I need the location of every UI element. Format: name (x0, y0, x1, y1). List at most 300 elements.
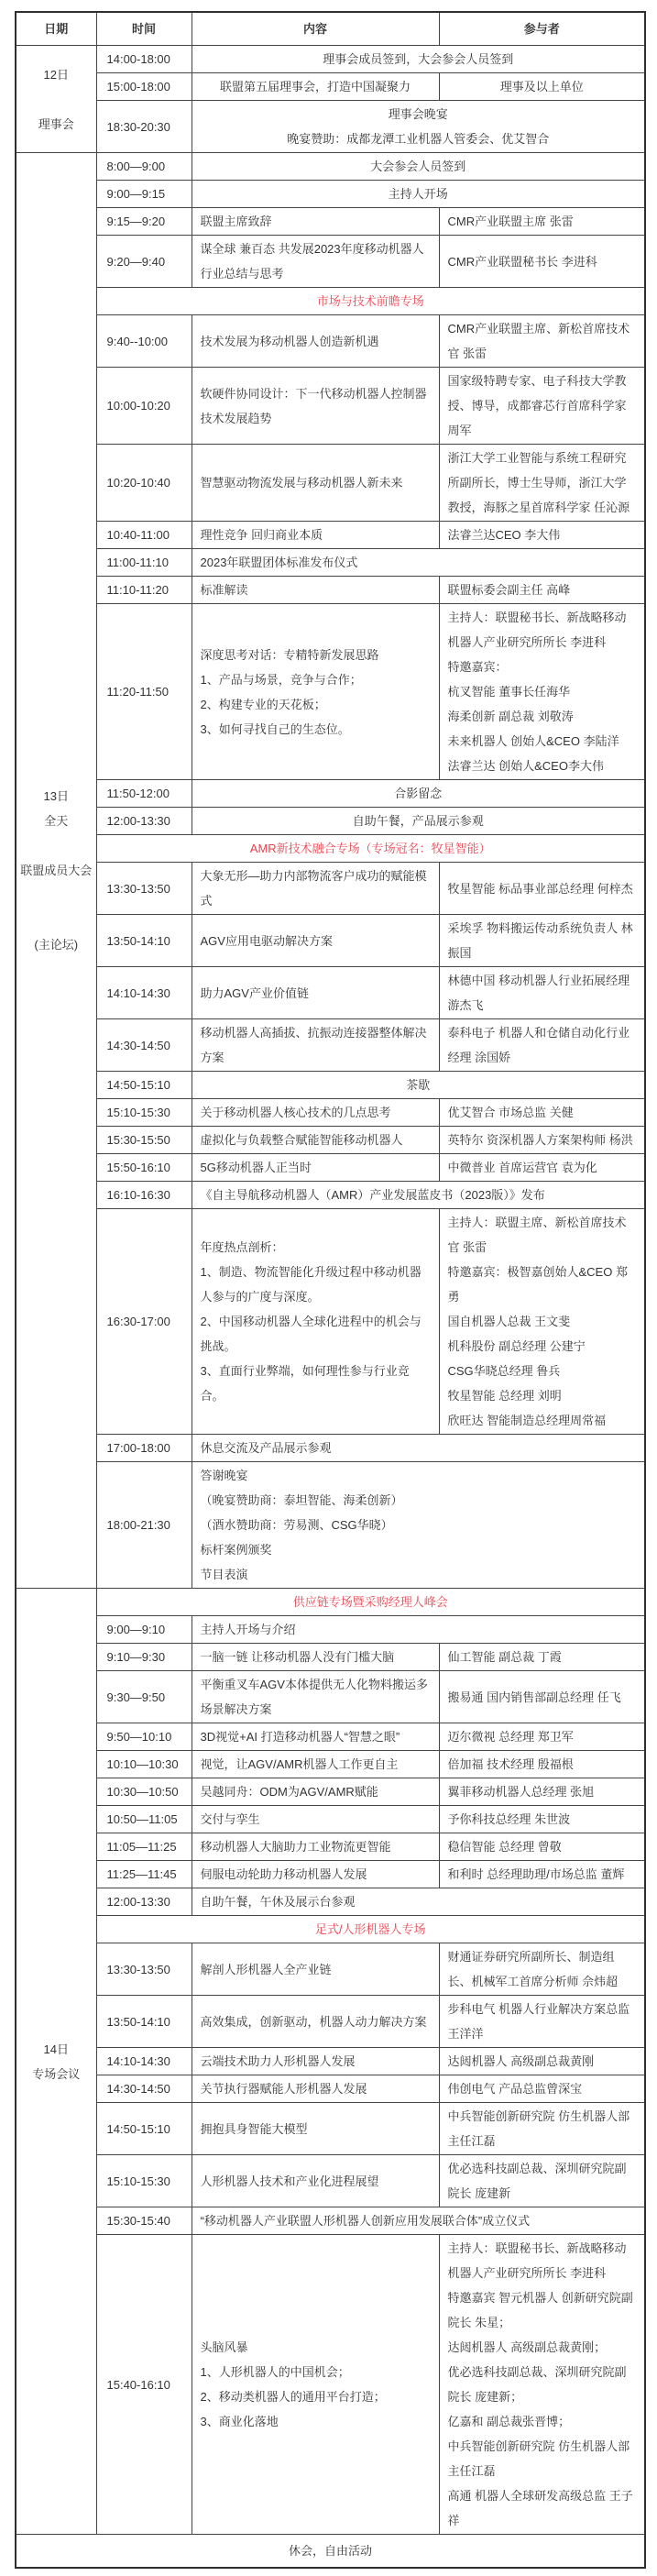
content-cell (192, 1833, 439, 1861)
time-cell: 14:30-14:50 (96, 1019, 192, 1072)
text-line: 理性竞争 回归商业本质 (200, 528, 323, 542)
text-line: 达闼机器人 高级副总裁黄刚 (447, 2054, 595, 2068)
text-line: 3、直面行业弊端，如何理性参与行业竞合。 (200, 1364, 410, 1403)
table-row (16, 1435, 645, 1462)
text-line: 伟创电气 产品总监曾深宝 (447, 2082, 583, 2096)
table-row (16, 549, 645, 577)
text-line: 智慧驱动物流发展与移动机器人新未来 (200, 476, 403, 490)
participants-cell (439, 368, 645, 445)
text-line: 倍加福 技术经理 殷福根 (447, 1757, 574, 1771)
text-line: 机科股份 副总经理 公建宁 (447, 1339, 586, 1353)
text-line: “移动机器人产业联盟人形机器人创新应用发展联合体”成立仪式 (200, 2214, 531, 2228)
participants-cell (439, 1833, 645, 1861)
text-line: 一脑一链 让移动机器人没有门槛大脑 (200, 1650, 395, 1664)
table-row (16, 1019, 645, 1072)
participants-cell (439, 315, 645, 368)
text-line: 大会参会人员签到 (370, 160, 466, 173)
table-row (16, 2155, 645, 2207)
participants-cell (439, 1996, 645, 2048)
table-row (16, 1072, 645, 1099)
content-cell (192, 315, 439, 368)
table-row (16, 1616, 645, 1644)
text-line: 主持人开场 (388, 187, 448, 201)
table-row (16, 1861, 645, 1888)
table-row (16, 1099, 645, 1127)
text-line: 迈尔微视 总经理 郑卫军 (447, 1730, 574, 1744)
participants-cell (439, 1154, 645, 1182)
time-cell: 14:10-14:30 (96, 967, 192, 1019)
participants-cell (439, 2155, 645, 2207)
table-row (16, 967, 645, 1019)
participants-cell (439, 1644, 645, 1671)
content-cell (192, 2103, 439, 2155)
content-cell (192, 1435, 645, 1462)
text-line: 人形机器人技术和产业化进程展望 (200, 2174, 379, 2188)
text-line: 优必选科技副总裁、深圳研究院副院长 庞建新； (447, 2365, 627, 2404)
content-cell (192, 1616, 645, 1644)
time-cell: 10:30—10:50 (96, 1778, 192, 1806)
text-line: 12日 (43, 67, 69, 82)
text-line: 13日 (43, 789, 69, 803)
text-line: 主持人：联盟主席、新松首席技术官 张雷 (447, 1216, 627, 1254)
text-line: 3、商业化落地 (200, 2415, 279, 2428)
participants-cell (439, 1127, 645, 1154)
time-cell: 15:40-16:10 (96, 2235, 192, 2535)
time-cell: 14:00-18:00 (96, 46, 192, 73)
content-cell (192, 1209, 439, 1435)
table-row (16, 1806, 645, 1833)
time-cell: 13:50-14:10 (96, 915, 192, 967)
content-cell (192, 208, 439, 236)
time-cell: 11:25—11:45 (96, 1861, 192, 1888)
time-cell: 9:50—10:10 (96, 1723, 192, 1751)
table-row (16, 208, 645, 236)
table-row (16, 522, 645, 549)
date-cell (16, 153, 96, 1589)
time-cell: 15:10-15:30 (96, 2155, 192, 2207)
text-line: 标杆案例颁奖 (200, 1543, 272, 1557)
text-line: 交付与孪生 (200, 1812, 260, 1826)
text-line: CMR产业联盟主席 张雷 (447, 215, 574, 228)
text-line: 合影留念 (394, 787, 443, 800)
text-line: 联盟成员大会 (20, 864, 93, 877)
text-line: 关于移动机器人核心技术的几点思考 (200, 1106, 391, 1119)
content-cell (192, 549, 645, 577)
text-line: 2、中国移动机器人全球化进程中的机会与挑战。 (200, 1315, 422, 1353)
text-line (19, 833, 93, 858)
table-row (16, 2207, 645, 2235)
session-header-cell: 供应链专场暨采购经理人峰会 (96, 1589, 645, 1616)
text-line: 稳信智能 总经理 曾敬 (447, 1840, 562, 1854)
content-cell (192, 1943, 439, 1996)
text-line: 1、产品与场景，竞争与合作； (200, 672, 362, 687)
text-line: 茶歇 (406, 1078, 431, 1092)
text-line: 云端技术助力人形机器人发展 (200, 2054, 356, 2068)
time-cell: 9:15—9:20 (96, 208, 192, 236)
table-row (16, 808, 645, 835)
time-cell: 14:50-15:10 (96, 1072, 192, 1099)
text-line: 联盟主席致辞 (200, 215, 272, 228)
participants-cell (439, 445, 645, 522)
content-cell (192, 2075, 439, 2103)
table-row (16, 236, 645, 288)
text-line: 主持人：联盟秘书长、新战略移动机器人产业研究所所长 李进科 (447, 2241, 627, 2280)
table-row (16, 1943, 645, 1996)
footer-row (16, 2535, 645, 2569)
text-line (19, 908, 93, 932)
content-cell (192, 1751, 439, 1778)
text-line: 自助午餐，产品展示参观 (352, 814, 484, 828)
time-cell: 15:30-15:50 (96, 1127, 192, 1154)
text-line: 联盟标委会副主任 高峰 (447, 583, 571, 597)
text-line: 国家级特聘专家、电子科技大学教授、博导，成都睿芯行首席科学家 周军 (447, 374, 627, 437)
table-row (16, 445, 645, 522)
schedule-table (15, 11, 646, 2569)
time-cell: 9:20—9:40 (96, 236, 192, 288)
text-line: 理事及以上单位 (499, 80, 584, 94)
text-line: 视觉，让AGV/AMR机器人工作更自主 (200, 1757, 399, 1771)
date-cell (16, 1589, 96, 2535)
text-line: 标准解读 (200, 583, 248, 597)
content-cell (192, 1072, 645, 1099)
text-line: 高效集成，创新驱动，机器人动力解决方案 (200, 2014, 427, 2029)
participants-cell (439, 1723, 645, 1751)
content-cell (192, 967, 439, 1019)
text-line: （酒水赞助商：劳易测、CSG华晓） (200, 1518, 393, 1532)
session-header-cell: 市场与技术前瞻专场 (96, 288, 645, 315)
footer-cell: 休会，自由活动 (16, 2535, 645, 2569)
time-cell: 15:50-16:10 (96, 1154, 192, 1182)
text-line: 3D视觉+AI 打造移动机器人“智慧之眼” (200, 1730, 400, 1744)
text-line: 2023年联盟团体标准发布仪式 (200, 556, 358, 569)
time-cell: 14:10-14:30 (96, 2048, 192, 2075)
text-line: 1、人形机器人的中国机会； (200, 2365, 350, 2379)
table-row (16, 577, 645, 604)
participants-cell (439, 863, 645, 915)
content-cell (192, 236, 439, 288)
text-line: 英特尔 资深机器人方案架构师 杨洪 (447, 1133, 633, 1147)
content-cell (192, 1127, 439, 1154)
content-cell (192, 1723, 439, 1751)
table-row (16, 1182, 645, 1209)
table-row (16, 73, 645, 101)
text-line: 联盟第五届理事会，打造中国凝聚力 (219, 80, 411, 94)
text-line: 国自机器人总裁 王文斐 (447, 1315, 571, 1328)
content-cell (192, 1154, 439, 1182)
table-row (16, 1778, 645, 1806)
participants-cell (439, 1209, 645, 1435)
table-row (16, 1671, 645, 1723)
time-cell: 10:20-10:40 (96, 445, 192, 522)
date-cell (16, 46, 96, 153)
time-cell: 11:20-11:50 (96, 604, 192, 780)
text-line: 法睿兰达 创始人&CEO李大伟 (447, 759, 604, 773)
time-cell: 14:50-15:10 (96, 2103, 192, 2155)
text-line: 牧星智能 总经理 刘明 (447, 1389, 562, 1403)
participants-cell (439, 73, 645, 101)
table-row (16, 2075, 645, 2103)
content-cell (192, 808, 645, 835)
table-row (16, 46, 645, 73)
participants-cell (439, 1943, 645, 1996)
text-line: 3、如何寻找自己的生态位。 (200, 721, 350, 736)
table-row (16, 315, 645, 368)
time-cell: 10:10—10:30 (96, 1751, 192, 1778)
text-line: 高通 机器人全球研发高级总监 王子祥 (447, 2489, 633, 2527)
time-cell: 15:00-18:00 (96, 73, 192, 101)
content-cell (192, 101, 645, 153)
content-cell (192, 73, 439, 101)
content-cell (192, 1888, 645, 1916)
participants-cell (439, 604, 645, 780)
text-line: 《自主导航移动机器人（AMR）产业发展蓝皮书（2023版）》发布 (200, 1188, 545, 1202)
content-cell (192, 153, 645, 181)
content-cell (192, 1644, 439, 1671)
time-cell: 18:30-20:30 (96, 101, 192, 153)
text-line: 海柔创新 副总裁 刘敬涛 (447, 710, 574, 723)
table-row (16, 1996, 645, 2048)
table-row (16, 2103, 645, 2155)
time-cell: 9:30—9:50 (96, 1671, 192, 1723)
content-cell (192, 1019, 439, 1072)
table-row (16, 1209, 645, 1435)
text-line: 移动机器人大脑助力工业物流更智能 (200, 1840, 391, 1854)
content-cell (192, 445, 439, 522)
participants-cell (439, 2048, 645, 2075)
participants-cell (439, 577, 645, 604)
content-cell (192, 368, 439, 445)
text-line: （晚宴赞助商：泰坦智能、海柔创新） (200, 1493, 403, 1507)
text-line: CMR产业联盟主席、新松首席技术官 张雷 (447, 322, 630, 360)
text-line: 年度热点剖析： (200, 1240, 284, 1254)
time-cell: 11:00-11:10 (96, 549, 192, 577)
text-line: 1、制造、物流智能化升级过程中移动机器人参与的广度与深度。 (200, 1265, 422, 1304)
text-line: 答谢晚宴 (200, 1469, 248, 1482)
text-line: 未来机器人 创始人&CEO 李陆洋 (447, 734, 619, 748)
table-row (16, 181, 645, 208)
text-line: 中兵智能创新研究院 仿生机器人部主任江磊 (447, 2109, 630, 2148)
content-cell (192, 2048, 439, 2075)
session-header-cell: AMR新技术融合专场（专场冠名：牧星智能） (96, 835, 645, 863)
column-header-time: 时间 (96, 12, 192, 46)
time-cell: 9:10—9:30 (96, 1644, 192, 1671)
text-line: 特邀嘉宾：极智嘉创始人&CEO 郑勇 (447, 1265, 628, 1304)
text-line: 中兵智能创新研究院 仿生机器人部主任江磊 (447, 2439, 630, 2478)
time-cell: 17:00-18:00 (96, 1435, 192, 1462)
table-row (16, 368, 645, 445)
time-cell: 13:50-14:10 (96, 1996, 192, 2048)
text-line: 主持人开场与介绍 (200, 1623, 296, 1636)
text-line: 达闼机器人 高级副总裁黄刚； (447, 2340, 607, 2354)
text-line: 助力AGV产业价值链 (200, 985, 309, 1000)
content-cell (192, 522, 439, 549)
text-line: 理事会 (38, 116, 74, 131)
text-line: CSG华晓总经理 鲁兵 (447, 1364, 561, 1378)
text-line: 优艾智合 市场总监 关健 (447, 1106, 574, 1119)
text-line: 林德中国 移动机器人行业拓展经理 游杰飞 (447, 974, 630, 1012)
text-line: 中微普业 首席运营官 袁为化 (447, 1161, 597, 1174)
text-line: 14日 (43, 2042, 69, 2056)
participants-cell (439, 915, 645, 967)
text-line: CMR产业联盟秘书长 李进科 (447, 254, 597, 269)
text-line: 搬易通 国内销售部副总经理 任飞 (447, 1690, 621, 1704)
text-line: 优必选科技副总裁、深圳研究院副院长 庞建新 (447, 2162, 627, 2200)
content-cell (192, 604, 439, 780)
content-cell (192, 915, 439, 967)
table-row (16, 101, 645, 153)
text-line: 专场会议 (32, 2066, 81, 2081)
text-line: 5G移动机器人正当时 (200, 1161, 312, 1174)
table-row (16, 1644, 645, 1671)
text-line: 主持人：联盟秘书长、新战略移动机器人产业研究所所长 李进科 (447, 611, 627, 649)
content-cell (192, 2235, 439, 2535)
content-cell (192, 577, 439, 604)
text-line: 软硬件协同设计：下一代移动机器人控制器技术发展趋势 (200, 386, 427, 425)
text-line: 自助午餐，午休及展示台参观 (200, 1895, 356, 1909)
content-cell (192, 863, 439, 915)
section-header-row (16, 835, 645, 863)
time-cell: 9:40--10:00 (96, 315, 192, 368)
content-cell (192, 1099, 439, 1127)
time-cell: 10:50—11:05 (96, 1806, 192, 1833)
time-cell: 13:30-13:50 (96, 863, 192, 915)
participants-cell (439, 522, 645, 549)
time-cell: 11:05—11:25 (96, 1833, 192, 1861)
table-row (16, 1154, 645, 1182)
participants-cell (439, 1671, 645, 1723)
column-header-date: 日期 (16, 12, 96, 46)
text-line: 理事会成员签到，大会参会人员签到 (323, 52, 514, 66)
time-cell: 9:00—9:15 (96, 181, 192, 208)
participants-cell (439, 967, 645, 1019)
participants-cell (439, 2103, 645, 2155)
content-cell (192, 46, 645, 73)
text-line: 头脑风暴 (200, 2340, 248, 2354)
text-line: 欣旺达 智能制造总经理周常福 (447, 1414, 607, 1427)
time-cell: 8:00—9:00 (96, 153, 192, 181)
text-line: 浙江大学工业智能与系统工程研究所副所长，博士生导师，浙江大学教授，海豚之星首席科学家 任沁源 (447, 451, 630, 514)
text-line: 财通证券研究所副所长、制造组长、机械军工首席分析师 佘炜超 (447, 1950, 619, 1988)
text-line: 予你科技总经理 朱世波 (447, 1812, 571, 1826)
participants-cell (439, 2075, 645, 2103)
text-line: 仙工智能 副总裁 丁霞 (447, 1650, 562, 1664)
text-line: 谋全球 兼百态 共发展2023年度移动机器人行业总结与思考 (200, 242, 424, 281)
text-line: 和利时 总经理助理/市场总监 董辉 (447, 1867, 625, 1881)
table-body (16, 46, 645, 2535)
column-header-content: 内容 (192, 12, 439, 46)
time-cell: 10:40-11:00 (96, 522, 192, 549)
text-line: 晚宴赞助：成都龙潭工业机器人管委会、优艾智合 (287, 132, 550, 146)
table-row (16, 863, 645, 915)
content-cell (192, 1182, 645, 1209)
time-cell: 10:00-10:20 (96, 368, 192, 445)
text-line: 杭叉智能 董事长任海华 (447, 685, 571, 699)
text-line: 泰科电子 机器人和仓储自动化行业经理 涂国娇 (447, 1026, 630, 1064)
text-line: 2、构建专业的天花板； (200, 697, 326, 711)
time-cell: 15:30-15:40 (96, 2207, 192, 2235)
text-line: 牧星智能 标品事业部总经理 何梓杰 (447, 881, 633, 896)
section-header-row (16, 288, 645, 315)
text-line: 关节执行器赋能人形机器人发展 (200, 2082, 367, 2096)
text-line: 特邀嘉宾 智元机器人 创新研究院副院长 朱星； (447, 2291, 633, 2329)
table-row (16, 1462, 645, 1589)
content-cell (192, 1996, 439, 2048)
time-cell: 16:10-16:30 (96, 1182, 192, 1209)
participants-cell (439, 208, 645, 236)
content-cell (192, 780, 645, 808)
text-line: 2、移动类机器人的通用平台打造； (200, 2390, 386, 2404)
time-cell: 9:00—9:10 (96, 1616, 192, 1644)
text-line (19, 87, 93, 112)
text-line: 休息交流及产品展示参观 (200, 1441, 332, 1455)
participants-cell (439, 1019, 645, 1072)
time-cell: 15:10-15:30 (96, 1099, 192, 1127)
time-cell: 18:00-21:30 (96, 1462, 192, 1589)
text-line: 步科电气 机器人行业解决方案总监 王洋洋 (447, 2002, 630, 2041)
table-row (16, 1127, 645, 1154)
text-line: 特邀嘉宾： (447, 660, 508, 674)
content-cell (192, 1806, 439, 1833)
text-line: 节目表演 (200, 1568, 248, 1581)
text-line: 亿嘉和 副总裁张晋博； (447, 2415, 571, 2428)
text-line: 伺服电动轮助力移动机器人发展 (200, 1867, 367, 1881)
text-line: 采埃孚 物料搬运传动系统负责人 林振国 (447, 921, 633, 960)
time-cell: 11:10-11:20 (96, 577, 192, 604)
time-cell: 12:00-13:30 (96, 1888, 192, 1916)
participants-cell (439, 1861, 645, 1888)
text-line: 深度思考对话：专精特新发展思路 (200, 647, 379, 662)
content-cell (192, 1778, 439, 1806)
participants-cell (439, 2235, 645, 2535)
time-cell: 14:30-14:50 (96, 2075, 192, 2103)
table-header (16, 12, 645, 46)
time-cell: 11:50-12:00 (96, 780, 192, 808)
text-line: 吴越同舟：ODM为AGV/AMR赋能 (200, 1785, 378, 1799)
table-row (16, 915, 645, 967)
text-line: 虚拟化与负载整合赋能智能移动机器人 (200, 1133, 403, 1147)
participants-cell (439, 1099, 645, 1127)
time-cell: 16:30-17:00 (96, 1209, 192, 1435)
section-header-row (16, 1916, 645, 1943)
text-line: 平衡重叉车AGV本体提供无人化物料搬运多场景解决方案 (200, 1678, 428, 1716)
table-row (16, 604, 645, 780)
text-line: 翼菲移动机器人总经理 张旭 (447, 1785, 595, 1799)
table-row (16, 153, 645, 181)
content-cell (192, 2207, 645, 2235)
table-row (16, 780, 645, 808)
table-row (16, 2235, 645, 2535)
table-row (16, 1888, 645, 1916)
text-line: 拥抱具身智能大模型 (200, 2121, 308, 2136)
participants-cell (439, 1806, 645, 1833)
text-line: (主论坛) (34, 938, 79, 952)
table-row (16, 1751, 645, 1778)
time-cell: 13:30-13:50 (96, 1943, 192, 1996)
text-line: 全天 (44, 814, 69, 828)
table-row (16, 2048, 645, 2075)
table-row (16, 1723, 645, 1751)
column-header-participants: 参与者 (439, 12, 645, 46)
text-line: 解剖人形机器人全产业链 (200, 1962, 332, 1976)
table-row (16, 1833, 645, 1861)
table-footer (16, 2535, 645, 2569)
text-line: 大象无形—助力内部物流客户成功的赋能模式 (200, 869, 427, 908)
content-cell (192, 181, 645, 208)
content-cell (192, 1462, 645, 1589)
text-line: 技术发展为移动机器人创造新机遇 (200, 334, 379, 348)
section-header-row (16, 1589, 645, 1616)
content-cell (192, 1671, 439, 1723)
